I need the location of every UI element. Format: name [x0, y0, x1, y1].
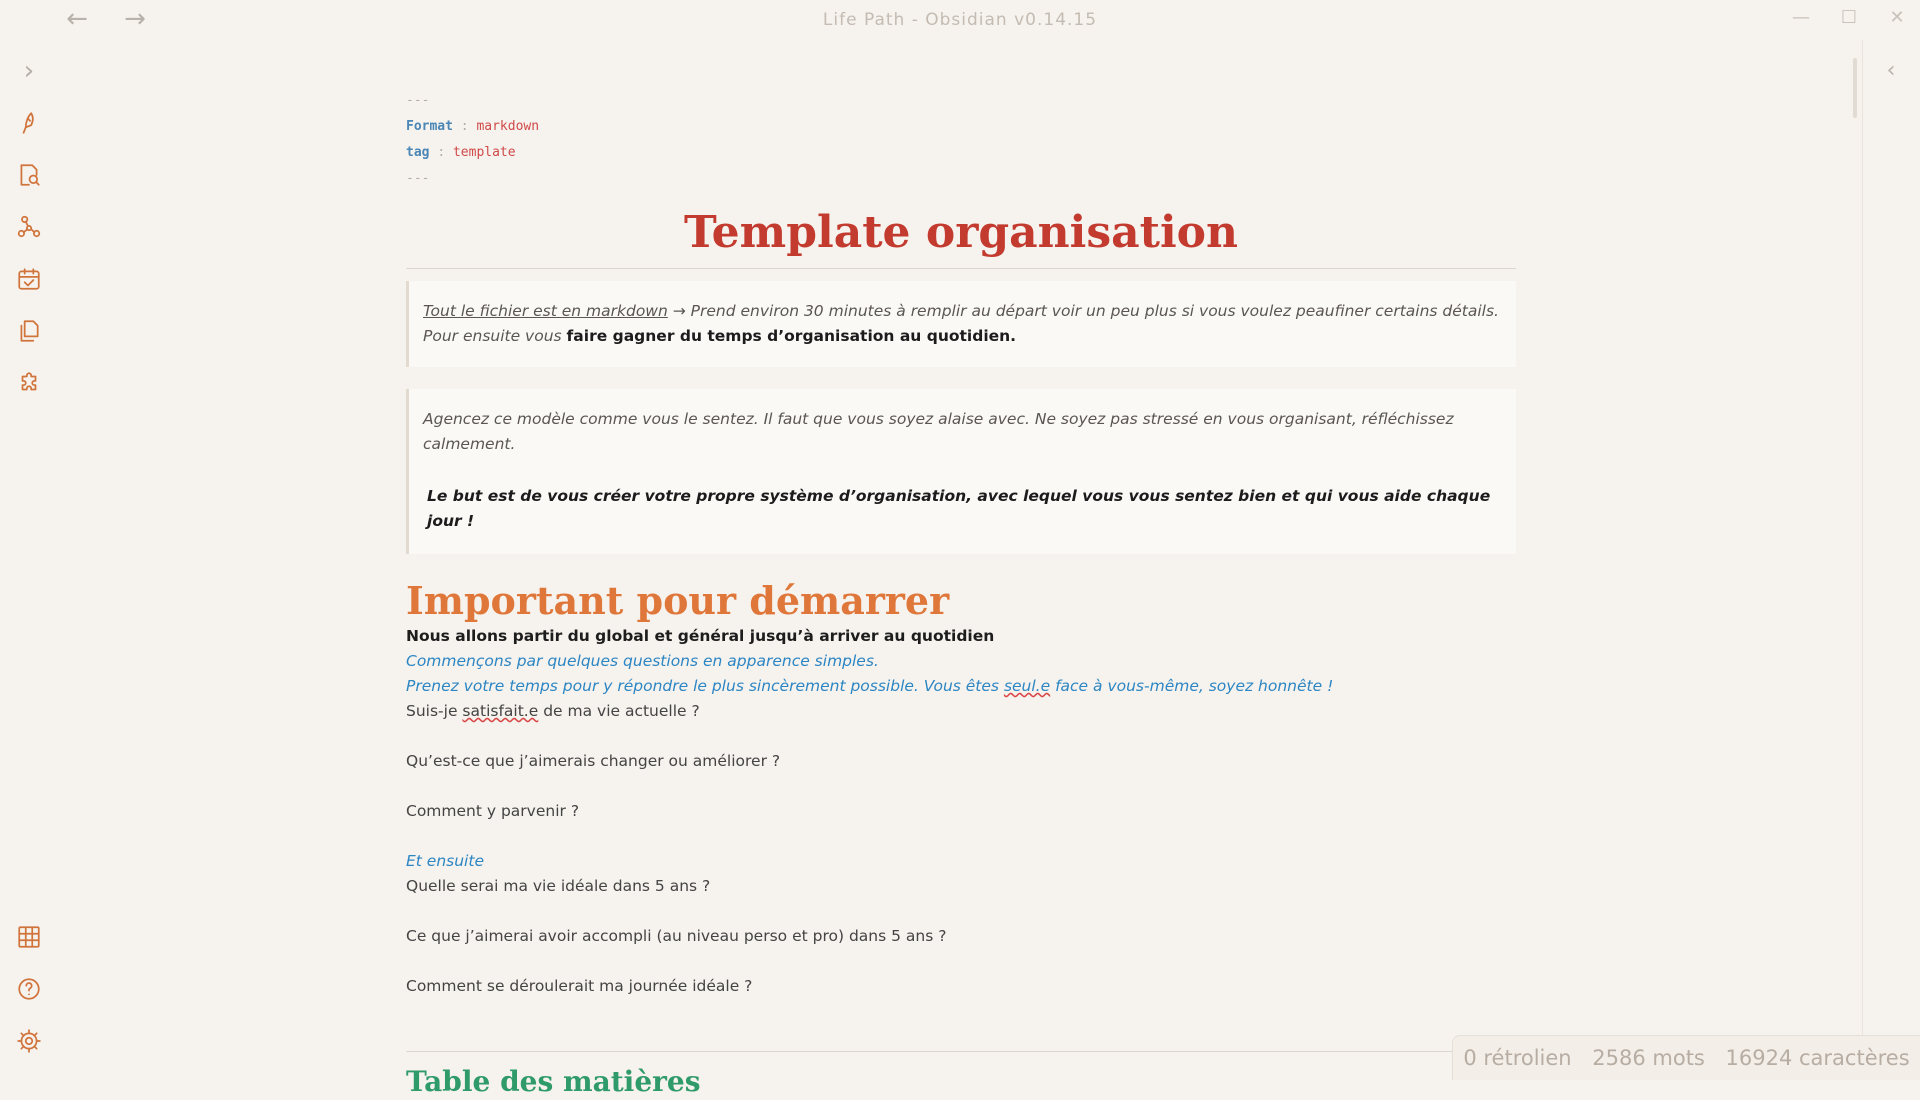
frontmatter-format-row [406, 114, 1516, 140]
note-title-heading: Template organisation [683, 207, 1239, 258]
question-line: Quelle serai ma vie idéale dans 5 ans ? [406, 877, 711, 895]
misspelled-word[interactable]: satisfait.e [462, 702, 539, 720]
note-content[interactable] [406, 88, 1516, 1100]
question-line: Ce que j’aimerai avoir accompli (au niveau perso et pro) dans 5 ans ? [406, 927, 947, 945]
status-bar [1452, 1035, 1920, 1080]
expand-sidebar-icon[interactable]: › [23, 56, 35, 86]
toc-heading: Table des matières [406, 1065, 701, 1098]
back-arrow-icon[interactable]: ← [66, 4, 88, 34]
frontmatter-value: template [452, 145, 516, 160]
callout-line [423, 299, 1502, 324]
frontmatter-key: Format [406, 119, 453, 134]
right-panel-divider [1862, 40, 1863, 1080]
question-line [406, 699, 1516, 724]
forward-arrow-icon[interactable]: → [124, 4, 146, 34]
frontmatter-separator: : [437, 145, 446, 160]
bold-italic-text: Le but est de vous créer votre propre système d’organisation, avec lequel vous vous sentez bien et qui vous aide chaque jour ! [427, 487, 1491, 530]
frontmatter-separator: : [460, 119, 469, 134]
help-icon[interactable] [14, 974, 44, 1004]
frontmatter-value: markdown [476, 119, 540, 134]
question-line: Comment se déroulerait ma journée idéale ? [406, 977, 753, 995]
window-title: Life Path - Obsidian v0.14.15 [822, 10, 1098, 30]
callout-text: → Prend environ 30 minutes à remplir au départ voir un peu plus si vous voulez peaufiner certains détails. [667, 302, 1499, 320]
text-segment: de ma vie actuelle ? [538, 702, 700, 720]
misspelled-word[interactable]: seul.e [1003, 677, 1051, 695]
collapse-right-panel-icon[interactable]: ‹ [1886, 58, 1896, 83]
frontmatter-delimiter: --- [406, 93, 430, 108]
text-segment: Suis-je [406, 702, 463, 720]
callout-quote [406, 281, 1516, 367]
italic-blue-line [406, 674, 1516, 699]
underlined-text: Tout le fichier est en markdown [423, 302, 668, 320]
minimize-button[interactable]: — [1792, 7, 1810, 28]
scrollbar-thumb[interactable] [1853, 58, 1857, 118]
plugin-puzzle-icon[interactable] [14, 368, 44, 398]
callout-quote [406, 389, 1516, 554]
quill-icon[interactable] [14, 108, 44, 138]
frontmatter-tag-row [406, 140, 1516, 166]
italic-blue-line: Et ensuite [406, 852, 484, 870]
section-heading: Important pour démarrer [406, 578, 950, 623]
calendar-check-icon[interactable] [14, 264, 44, 294]
frontmatter-key: tag [406, 145, 430, 160]
table-grid-icon[interactable] [14, 922, 44, 952]
search-file-icon[interactable] [14, 160, 44, 190]
close-button[interactable]: ✕ [1889, 7, 1905, 28]
italic-blue-line: Commençons par quelques questions en apparence simples. [406, 652, 879, 670]
character-count: 16924 caractères [1725, 1046, 1910, 1070]
title-bar [0, 0, 1920, 40]
heading-divider [406, 268, 1516, 269]
frontmatter-delimiter: --- [406, 171, 430, 186]
callout-text: Pour ensuite vous [423, 327, 567, 345]
left-ribbon [0, 40, 58, 1080]
text-segment: Prenez votre temps pour y répondre le plus sincèrement possible. Vous êtes [406, 677, 1004, 695]
settings-gear-icon[interactable] [14, 1026, 44, 1056]
question-line: Comment y parvenir ? [406, 802, 580, 820]
callout-line [423, 324, 1502, 349]
heading-divider [406, 1051, 1516, 1052]
maximize-button[interactable]: ☐ [1840, 7, 1858, 28]
backlink-count[interactable]: 0 rétrolien [1463, 1046, 1572, 1070]
copy-files-icon[interactable] [14, 316, 44, 346]
word-count: 2586 mots [1592, 1046, 1705, 1070]
bold-text: faire gagner du temps d’organisation au quotidien. [566, 327, 1017, 345]
graph-icon[interactable] [14, 212, 44, 242]
frontmatter [406, 88, 1516, 192]
callout-text: Agencez ce modèle comme vous le sentez. Il faut que vous soyez alaise avec. Ne soyez pas stressé en vous organisant, réfléchissez calmement. [423, 410, 1454, 453]
question-line: Qu’est-ce que j’aimerais changer ou améliorer ? [406, 752, 781, 770]
intro-bold-line: Nous allons partir du global et général jusqu’à arriver au quotidien [406, 627, 995, 645]
text-segment: face à vous-même, soyez honnête ! [1050, 677, 1334, 695]
